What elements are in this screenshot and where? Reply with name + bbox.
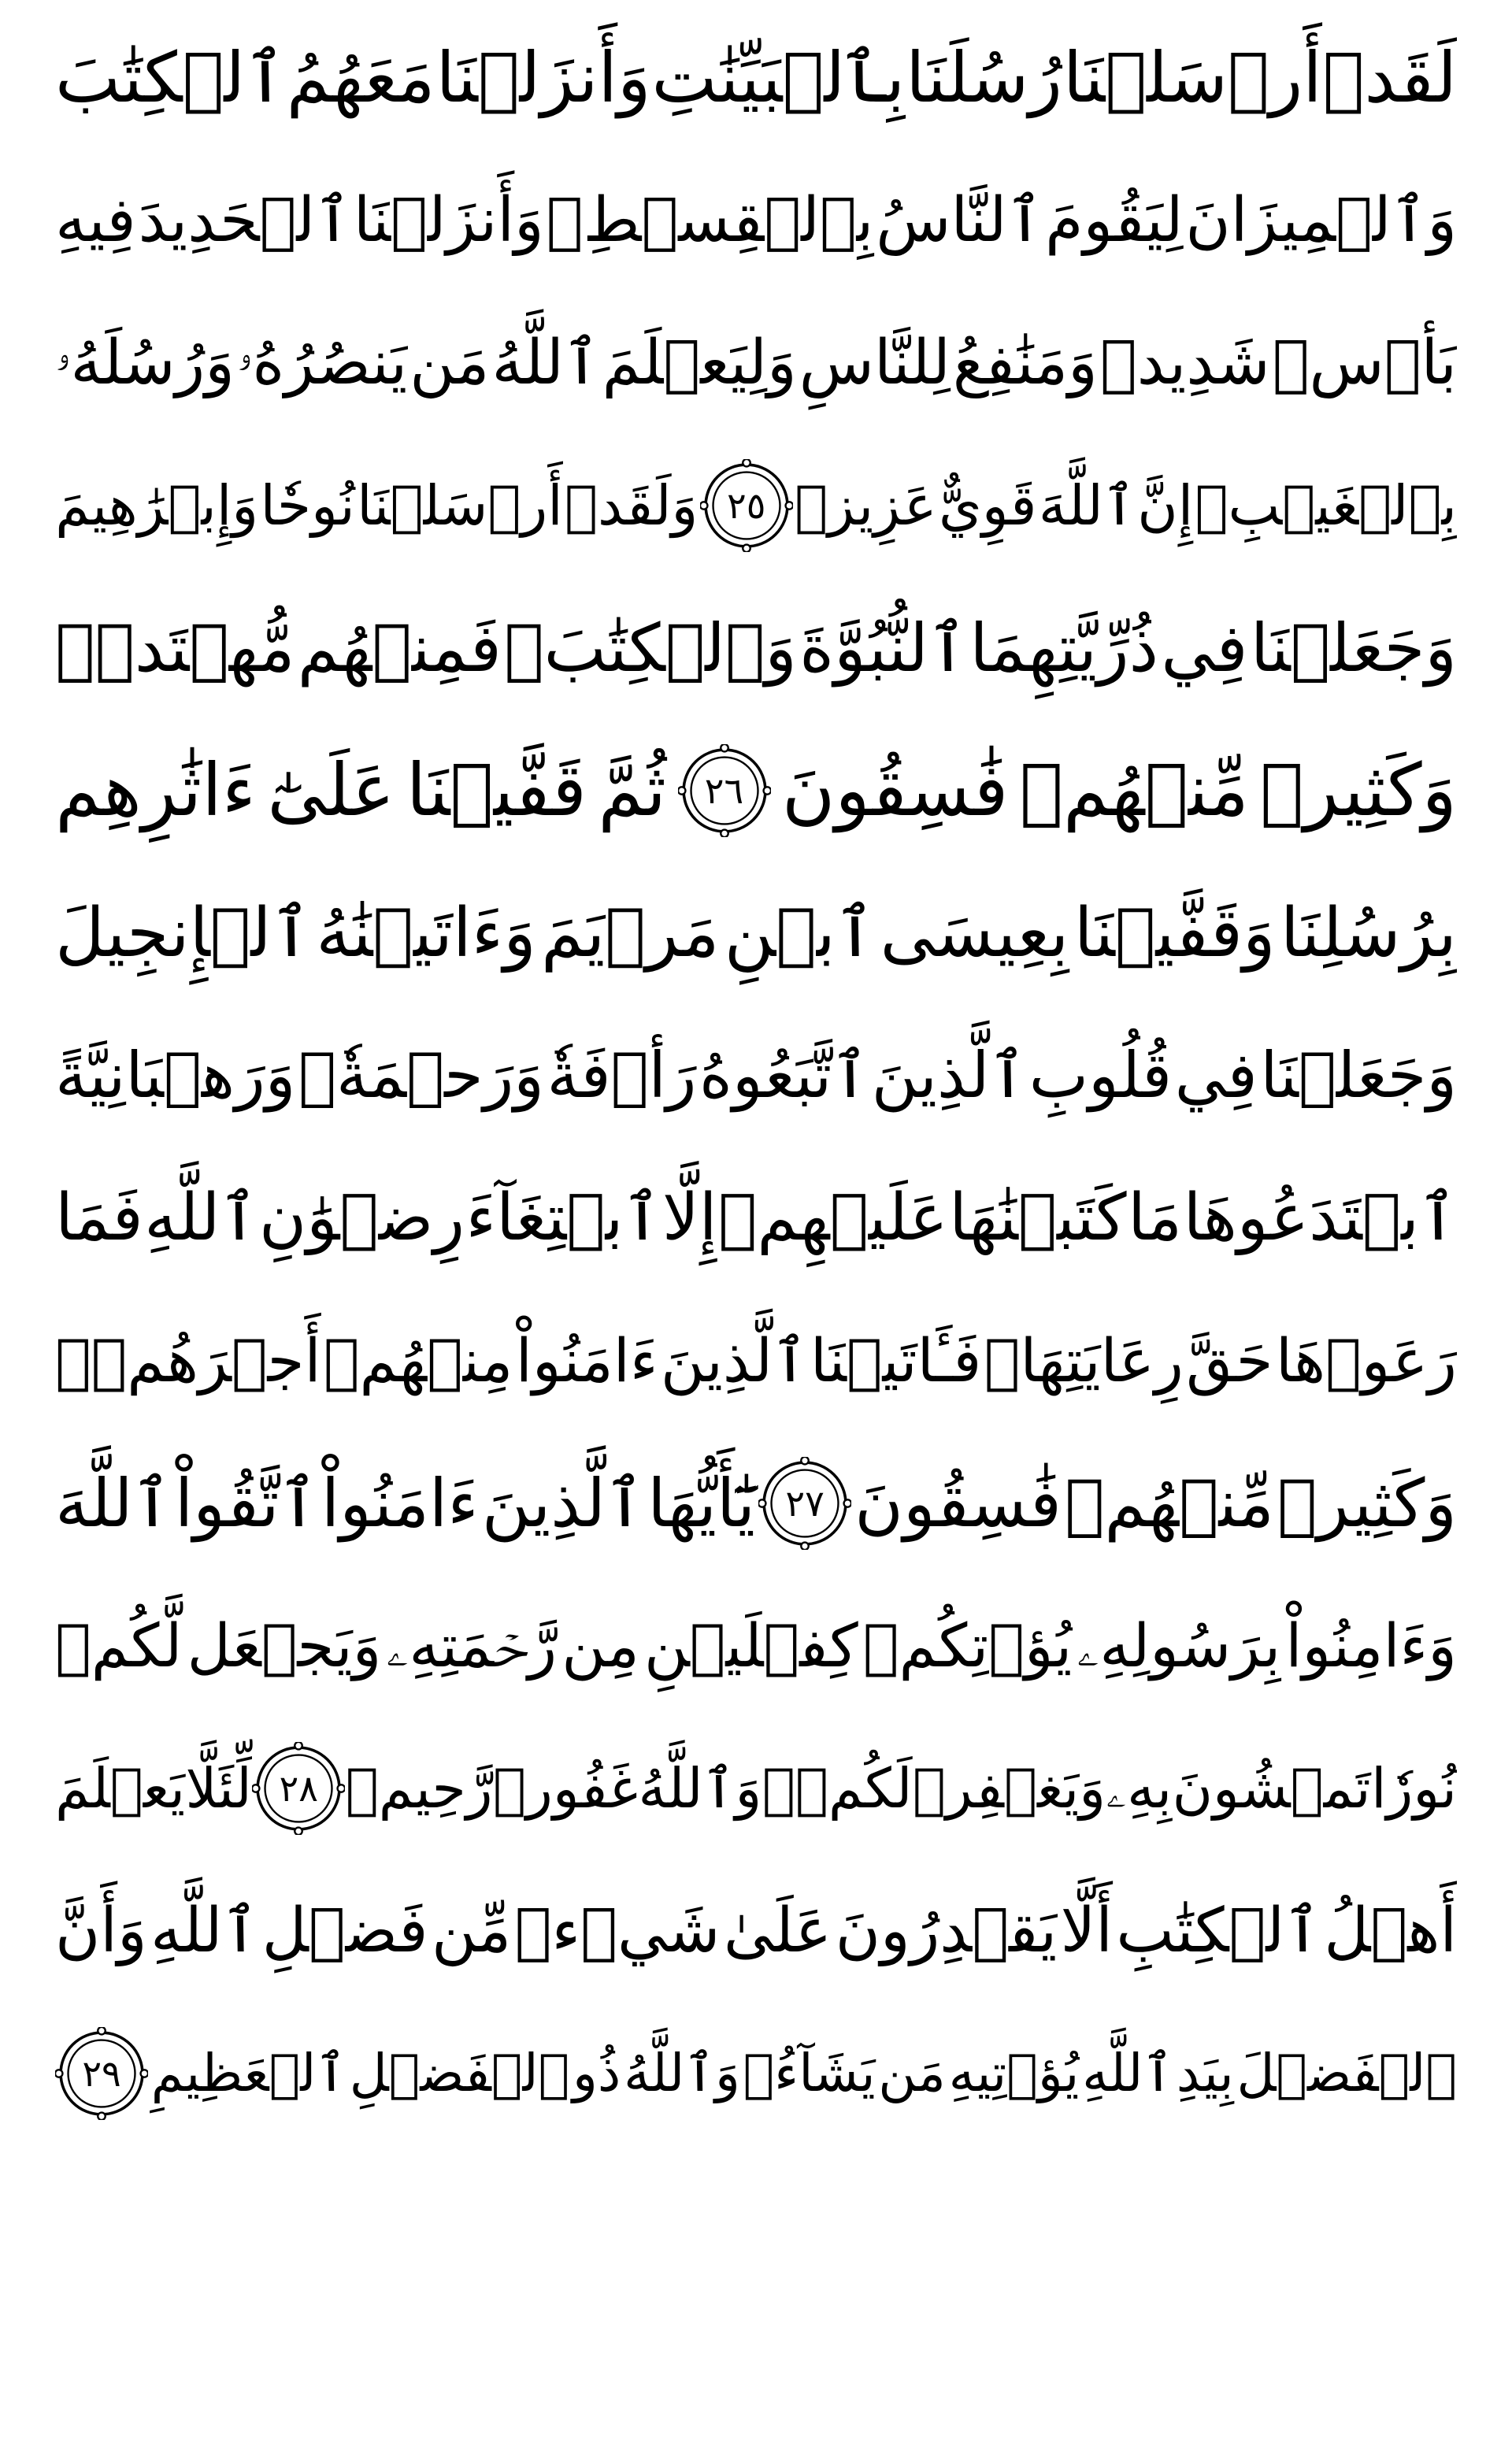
verse-word: ٱبۡتَدَعُوهَا	[1183, 1180, 1457, 1255]
verse-word: مِّنۡهُمۡ	[1065, 1464, 1274, 1542]
verse-word: وَءَامِنُواْ	[1285, 1610, 1457, 1681]
verse-word: فَمِنۡهُم	[297, 609, 502, 687]
verse-word: نُوحٗا	[260, 473, 355, 538]
verse-word: رَعَوۡهَا	[1275, 1325, 1457, 1395]
verse-word: حَقَّ	[1186, 1325, 1273, 1395]
verse-word: وَإِبۡرَٰهِيمَ	[55, 473, 259, 538]
verse-word: وَكَثِيرٞ	[1277, 1464, 1457, 1542]
verse-word: ءَامَنُواْ	[515, 1325, 658, 1395]
verse-word: لَّكُمۡ	[55, 1610, 183, 1681]
verse-word: بِٱلۡبَيِّنَٰتِ	[651, 36, 906, 118]
verse-word: ءَامَنُواْ	[321, 1464, 479, 1542]
verse-word: يُؤۡتِكُمۡ	[862, 1610, 1073, 1681]
verse-word: يَنصُرُهُۥ	[236, 327, 408, 398]
text-line	[55, 2002, 1457, 2144]
verse-word: فِيهِ	[55, 184, 136, 256]
verse-word: وَمَنَٰفِعُ	[952, 327, 1098, 398]
verse-word: فَٰسِقُونَ	[854, 1464, 1062, 1542]
verse-word: وَقَفَّيۡنَا	[1073, 893, 1276, 973]
verse-word: أَلَّا	[1060, 1895, 1113, 1966]
verse-word: بِٱلۡغَيۡبِۚ	[1195, 473, 1457, 538]
verse-word: ٱللَّهَ	[1038, 473, 1136, 538]
ayah-number-marker	[55, 2027, 148, 2120]
verse-word: وَٱللَّهُ	[623, 2042, 740, 2103]
verse-word: بِرُسُلِنَا	[1280, 893, 1457, 973]
verse-word: وَٱلۡمِيزَانَ	[1185, 184, 1457, 256]
text-line	[55, 1004, 1457, 1147]
ayah-number-marker	[758, 1457, 851, 1550]
verse-word: مِنۡهُمۡ	[323, 1325, 513, 1395]
verse-word: لِّئَلَّا	[185, 1755, 252, 1821]
verse-word: مِن	[561, 1610, 639, 1681]
text-line	[55, 6, 1457, 149]
verse-word: لِيَقُومَ	[1045, 184, 1184, 256]
verse-word: عَلَىٰ	[723, 1895, 832, 1966]
verse-word: ٱلۡكِتَٰبَ	[55, 36, 286, 118]
verse-word: أَرۡسَلۡنَا	[1062, 36, 1322, 118]
verse-word: ٱلۡحَدِيدَ	[138, 184, 351, 256]
verse-word: عَزِيزٞ	[795, 473, 937, 538]
verse-word: تَمۡشُونَ	[1172, 1755, 1371, 1821]
verse-word: أَهۡلُ	[1324, 1895, 1457, 1966]
verse-word: وَٱلۡكِتَٰبَۖ	[504, 609, 797, 687]
verse-word: لِلنَّاسِ	[799, 327, 951, 398]
verse-word: لَقَدۡ	[1322, 36, 1457, 118]
verse-word: رَّحۡمَتِهِۦ	[386, 1610, 558, 1681]
verse-word: ٱلَّذِينَ	[660, 1325, 808, 1395]
verse-word: يَقۡدِرُونَ	[835, 1895, 1058, 1966]
verse-word: يَعۡلَمَ	[55, 1755, 186, 1821]
text-line	[55, 1432, 1457, 1574]
ayah-number-marker	[252, 1742, 345, 1835]
verse-word: نُورٗا	[1371, 1755, 1457, 1821]
verse-word: وَلِيَعۡلَمَ	[602, 327, 797, 398]
ayah-number-marker	[700, 459, 793, 552]
verse-word: إِنَّ	[1137, 473, 1194, 538]
verse-word: وَءَاتَيۡنَٰهُ	[316, 893, 536, 973]
verse-word: وَرَحۡمَةٗۚ	[298, 1038, 544, 1112]
verse-word: ٱبۡتِغَآءَ	[465, 1180, 662, 1255]
verse-word: رِضۡوَٰنِ	[258, 1180, 465, 1255]
verse-word: رُسُلَنَا	[906, 36, 1062, 118]
verse-word: فَـَٔاتَيۡنَا	[810, 1325, 982, 1395]
verse-word: ٱلۡعَظِيمِ	[150, 2042, 346, 2103]
verse-word: رَّحِيمٞ	[345, 1755, 493, 1821]
verse-word: بِهِۦ	[1106, 1755, 1173, 1821]
verse-word: ثُمَّ	[598, 747, 667, 832]
verse-word: وَأَنزَلۡنَا	[435, 36, 651, 118]
verse-word: بِٱلۡقِسۡطِۖ	[546, 184, 874, 256]
verse-word: أَرۡسَلۡنَا	[357, 473, 563, 538]
verse-word: مَن	[410, 327, 490, 398]
ayah-number: ٢٨	[279, 1766, 318, 1810]
verse-word: فِي	[1161, 609, 1248, 687]
ayah-number: ٢٥	[727, 484, 766, 527]
verse-word: مَن	[878, 2042, 946, 2103]
verse-word: بِرَسُولِهِۦ	[1077, 1610, 1281, 1681]
verse-word: بَأۡسٞ	[1272, 327, 1457, 398]
verse-word: يُؤۡتِيهِ	[948, 2042, 1080, 2103]
ayah-number: ٢٦	[704, 769, 744, 812]
verse-word: مُّهۡتَدٖۖ	[55, 609, 295, 687]
verse-word: ٱللَّهُ	[491, 327, 600, 398]
verse-word: فِي	[1174, 1038, 1258, 1112]
verse-word: وَٱللَّهُ	[638, 1755, 762, 1821]
ayah-number: ٢٧	[785, 1481, 825, 1525]
verse-word: بِعِيسَى	[880, 893, 1069, 973]
text-line	[55, 576, 1457, 719]
verse-word: ءَاثَٰرِهِم	[55, 747, 257, 832]
verse-word: وَأَنَّ	[55, 1895, 147, 1966]
verse-word: وَجَعَلۡنَا	[1260, 1038, 1457, 1112]
text-line	[55, 1859, 1457, 2002]
ayah-number-marker	[678, 744, 771, 837]
verse-word: ٱلۡكِتَٰبِ	[1116, 1895, 1321, 1966]
verse-word: فَضۡلِ	[261, 1895, 428, 1966]
text-line	[55, 1717, 1457, 1859]
verse-word: مَعَهُمُ	[286, 36, 435, 118]
verse-word: مَا	[1128, 1180, 1183, 1255]
verse-word: قُلُوبِ	[1028, 1038, 1173, 1112]
verse-word: قَفَّيۡنَا	[406, 747, 587, 832]
verse-word: كِفۡلَيۡنِ	[643, 1610, 858, 1681]
verse-word: وَيَغۡفِرۡ	[912, 1755, 1106, 1821]
verse-word: يَشَآءُۚ	[743, 2042, 876, 2103]
verse-word: ٱللَّهِ	[150, 1895, 259, 1966]
text-line	[55, 1289, 1457, 1432]
verse-word: ٱلنَّاسُ	[876, 184, 1043, 256]
verse-word: ٱتَّقُواْ	[174, 1464, 318, 1542]
verse-word: ٱلَّذِينَ	[481, 1464, 645, 1542]
verse-word: ٱتَّبَعُوهُ	[699, 1038, 869, 1112]
text-line	[55, 149, 1457, 291]
verse-word: بِيَدِ	[1176, 2042, 1234, 2103]
verse-word: ذُو	[572, 2042, 621, 2103]
verse-word: مَرۡيَمَ	[541, 893, 720, 973]
text-line	[55, 719, 1457, 862]
verse-word: ٱللَّهِ	[144, 1180, 258, 1255]
verse-word: وَرُسُلَهُۥ	[55, 327, 235, 398]
mushaf-page	[55, 0, 1457, 2446]
text-line	[55, 1147, 1457, 1289]
verse-word: مِّنۡهُمۡ	[1019, 747, 1249, 832]
verse-word: وَجَعَلۡنَا	[1250, 609, 1457, 687]
verse-word: رِعَايَتِهَاۖ	[984, 1325, 1184, 1395]
verse-word: وَأَنزَلۡنَا	[353, 184, 544, 256]
text-line	[55, 862, 1457, 1004]
verse-word: شَيۡءٖ	[514, 1895, 721, 1966]
verse-word: عَلَيۡهِمۡ	[718, 1180, 948, 1255]
verse-word: وَلَقَدۡ	[565, 473, 699, 538]
verse-word: ذُرِّيَّتِهِمَا	[969, 609, 1158, 687]
text-line	[55, 291, 1457, 434]
verse-word: إِلَّا	[662, 1180, 717, 1255]
verse-word: وَيَجۡعَل	[187, 1610, 382, 1681]
ayah-number: ٢٩	[82, 2051, 121, 2095]
text-line	[55, 434, 1457, 576]
verse-word: ٱلۡإِنجِيلَ	[55, 893, 311, 973]
verse-word: رَأۡفَةٗ	[547, 1038, 697, 1112]
text-line	[55, 1574, 1457, 1717]
verse-word: ٱلنُّبُوَّةَ	[799, 609, 968, 687]
verse-word: عَلَىٰٓ	[267, 747, 395, 832]
verse-word: فَٰسِقُونَ	[781, 747, 1009, 832]
verse-word: وَكَثِيرٞ	[1260, 747, 1457, 832]
verse-word: شَدِيدٞ	[1099, 327, 1270, 398]
verse-word: وَرَهۡبَانِيَّةً	[55, 1038, 296, 1112]
verse-word: ٱللَّهَ	[55, 1464, 172, 1542]
verse-word: ٱلۡفَضۡلِ	[349, 2042, 570, 2103]
verse-word: لَكُمۡۚ	[762, 1755, 913, 1821]
verse-word: غَفُورٞ	[493, 1755, 639, 1821]
verse-word: ٱبۡنِ	[724, 893, 876, 973]
verse-word: مِّن	[432, 1895, 512, 1966]
verse-word: ٱلۡفَضۡلَ	[1236, 2042, 1457, 2103]
verse-word: يَٰٓأَيُّهَا	[647, 1464, 755, 1542]
verse-word: ٱلَّذِينَ	[871, 1038, 1027, 1112]
verse-word: ٱللَّهِ	[1082, 2042, 1174, 2103]
verse-word: كَتَبۡنَٰهَا	[949, 1180, 1127, 1255]
verse-word: فَمَا	[55, 1180, 143, 1255]
verse-word: أَجۡرَهُمۡۖ	[55, 1325, 321, 1395]
verse-word: قَوِيٌّ	[939, 473, 1037, 538]
